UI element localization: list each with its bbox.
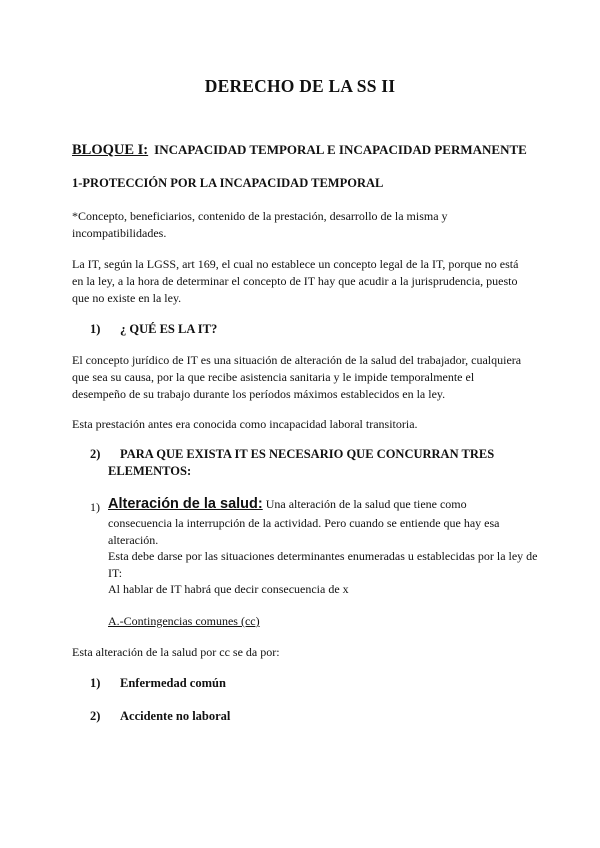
intro-line-2: incompatibilidades. (72, 226, 167, 240)
question-1-text: ¿ QUÉ ES LA IT? (120, 322, 218, 336)
contingencias-heading: A.-Contingencias comunes (cc) (108, 614, 260, 628)
list-item (90, 676, 226, 691)
lgss-line-1: La IT, según la LGSS, art 169, el cual no establece un concepto legal de la IT, porque no está (72, 257, 519, 271)
question-1 (90, 322, 217, 337)
block-heading (72, 142, 527, 159)
list-item-number: 1) (90, 676, 101, 690)
element-1-line-3: alteración. (108, 533, 159, 547)
intro-line-1: *Concepto, beneficiarios, contenido de la prestación, desarrollo de la misma y (72, 209, 448, 223)
element-1-first-line (108, 496, 467, 513)
element-1-number: 1) (90, 500, 100, 514)
former-name-paragraph: Esta prestación antes era conocida como incapacidad laboral transitoria. (72, 417, 418, 431)
concept-line-3: desempeño de su trabajo durante los períodos máximos establecidos en la ley. (72, 387, 446, 401)
lgss-line-2: en la ley, a la hora de determinar el concepto de IT hay que acudir a la jurisprudencia, puesto (72, 274, 518, 288)
question-2 (90, 447, 494, 462)
section-heading: 1-PROTECCIÓN POR LA INCAPACIDAD TEMPORAL (72, 176, 384, 190)
question-2-line-1: PARA QUE EXISTA IT ES NECESARIO QUE CONCURRAN TRES (120, 447, 495, 461)
cc-paragraph: Esta alteración de la salud por cc se da por: (72, 645, 280, 659)
element-1-line-5: IT: (108, 566, 123, 580)
element-1-line-6: Al hablar de IT habrá que decir consecuencia de x (108, 582, 349, 596)
list-item (90, 709, 230, 724)
document-title: DERECHO DE LA SS II (204, 76, 396, 96)
element-1-line-4: Esta debe darse por las situaciones determinantes enumeradas u establecidas por la ley de (108, 549, 538, 563)
question-2-line-2: ELEMENTOS: (108, 464, 192, 478)
list-item-number: 2) (90, 709, 101, 723)
question-2-number: 2) (90, 447, 101, 461)
list-item-text: Enfermedad común (120, 676, 226, 690)
element-1-heading: Alteración de la salud: (108, 496, 263, 512)
element-1-line-2: consecuencia la interrupción de la actividad. Pero cuando se entiende que hay esa (108, 516, 500, 530)
concept-line-1: El concepto jurídico de IT es una situación de alteración de la salud del trabajador, cualquiera (72, 353, 522, 367)
block-title: INCAPACIDAD TEMPORAL E INCAPACIDAD PERMANENTE (154, 142, 527, 157)
list-item-text: Accidente no laboral (120, 709, 231, 723)
element-1-line-1: Una alteración de la salud que tiene como (262, 497, 467, 511)
question-1-number: 1) (90, 322, 101, 336)
concept-line-2: que sea su causa, por la que recibe asistencia sanitaria y le impide temporalmente el (72, 370, 475, 384)
lgss-line-3: que no existe en la ley. (72, 291, 182, 305)
block-label: BLOQUE I: (72, 142, 149, 158)
